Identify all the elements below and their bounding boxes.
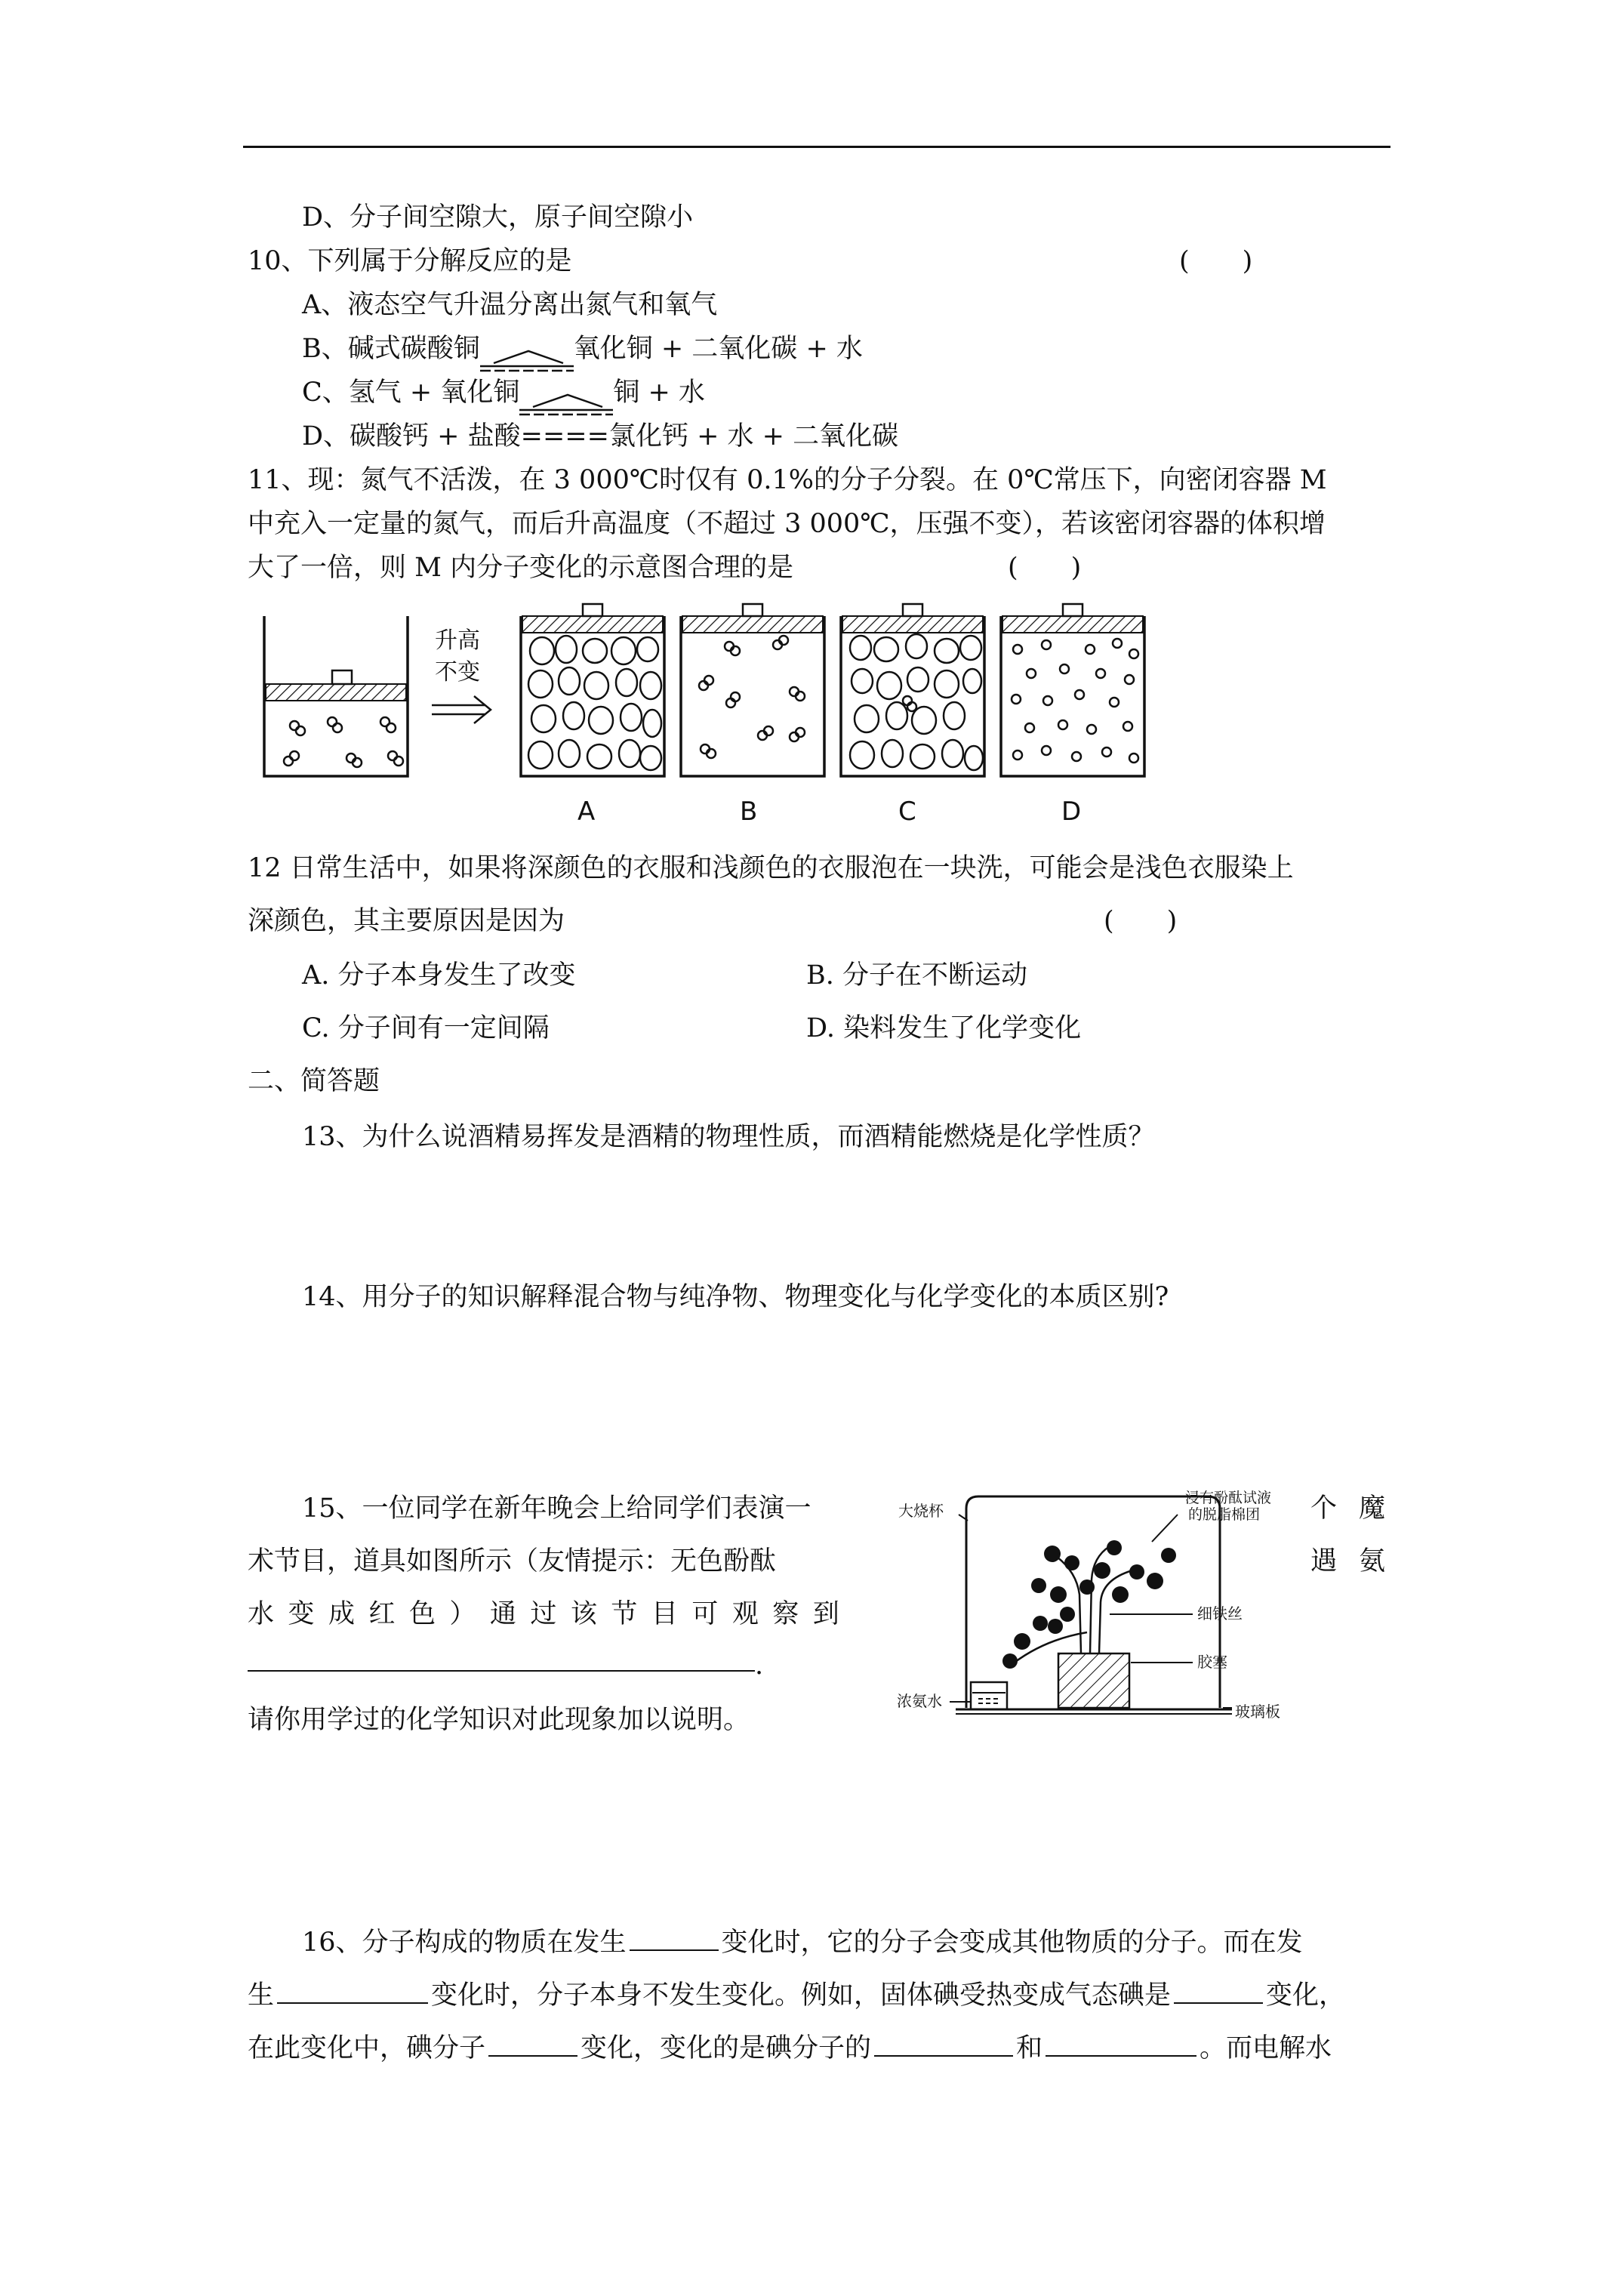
q12-option-d: D. 染料发生了化学变化 [806, 1013, 1082, 1043]
q15-char: 成 [328, 1599, 355, 1629]
q15-label-cotton-1: 浸有酚酞试液 [1185, 1490, 1272, 1506]
q16-blank-3[interactable] [1174, 1975, 1263, 2004]
q12-option-c: C. 分子间有一定间隔 [302, 1013, 550, 1043]
q10-stem: 10、下列属于分解反应的是 [248, 246, 572, 276]
q12-answer-paren: ( ) [1104, 906, 1178, 936]
q15-line-1: 15、一位同学在新年晚会上给同学们表演一 [302, 1493, 812, 1524]
q15-line-1-end-a: 个 [1310, 1493, 1338, 1524]
q11-answer-paren: ( ) [1008, 553, 1082, 583]
q15-line-5: 请你用学过的化学知识对此现象加以说明。 [248, 1705, 750, 1735]
q12-line-1: 12 日常生活中，如果将深颜色的衣服和浅颜色的衣服泡在一块洗，可能会是浅色衣服染上 [248, 853, 1294, 883]
q10-answer-paren: ( ) [1179, 246, 1253, 276]
q15-char: 观 [731, 1599, 759, 1629]
q16-text: 变化时，分子本身不发生变化。例如，固体碘受热变成气态碘是 [431, 1980, 1172, 2011]
q15-label-wire: 细铁丝 [1197, 1604, 1243, 1623]
q15-char: 目 [651, 1599, 678, 1629]
q15-char: 节 [611, 1599, 638, 1629]
q10-option-d: D、碳酸钙 + 盐酸====氯化钙 + 水 + 二氧化碳 [302, 421, 899, 451]
q16-text: 。而电解水 [1200, 2033, 1332, 2063]
q11-option-c-container [841, 604, 984, 827]
q15-answer-blank[interactable] [248, 1670, 755, 1672]
q13-question: 13、为什么说酒精易挥发是酒精的物理性质，而酒精能燃烧是化学性质？ [302, 1122, 1155, 1152]
q10-option-b [302, 332, 863, 365]
q9-option-d: D、分子间空隙大，原子间空隙小 [302, 202, 694, 233]
q16-line-1 [302, 1922, 1303, 1959]
q16-blank-4[interactable] [488, 2028, 577, 2057]
q11-line-3: 大了一倍，则 M 内分子变化的示意图合理的是 [248, 553, 794, 583]
q16-blank-5[interactable] [874, 2028, 1013, 2057]
section-heading: 二、简答题 [248, 1066, 380, 1096]
q15-char: 色 [408, 1599, 436, 1629]
q11-option-a-container [521, 604, 664, 827]
q11-label-b: B [740, 797, 758, 827]
q15-char: 过 [530, 1599, 557, 1629]
q15-char: ） [449, 1599, 476, 1629]
q15-line-1-end-b: 魔 [1359, 1493, 1386, 1524]
q16-blank-1[interactable] [630, 1922, 719, 1951]
q15-char: 可 [691, 1599, 719, 1629]
q11-arrow-label-1: 升高 [435, 627, 480, 654]
q11-initial-container [264, 616, 408, 776]
q15-char: 到 [812, 1599, 839, 1629]
q15-blank-period: . [755, 1650, 764, 1681]
q11-line-1: 11、现：氮气不活泼，在 3 000℃时仅有 0.1%的分子分裂。在 0℃常压下，向密闭容器 M [248, 465, 1327, 495]
q11-label-c: C [898, 797, 916, 827]
q12-option-b: B. 分子在不断运动 [806, 960, 1027, 991]
q10-option-b-products: 氧化铜 + 二氧化碳 + 水 [573, 334, 863, 364]
q15-line-2: 术节目，道具如图所示（友情提示：无色酚酞 [248, 1546, 777, 1576]
q16-text: 变化，变化的是碘分子的 [581, 2033, 872, 2063]
q15-apparatus-figure [861, 1481, 1298, 1738]
q12-option-a: A. 分子本身发生了改变 [302, 960, 576, 991]
q11-arrow [432, 627, 491, 723]
q15-label-cotton-2: 的脱脂棉团 [1188, 1506, 1261, 1523]
q15-line-2-end-a: 遇 [1310, 1546, 1338, 1576]
q15-label-beaker: 大烧杯 [898, 1502, 944, 1520]
q10-option-c-reactants: C、氢气 + 氧化铜 [302, 378, 520, 408]
q10-option-a: A、液态空气升温分离出氮气和氧气 [302, 290, 718, 320]
q11-molecule-figure [257, 601, 1193, 827]
q11-line-2: 中充入一定量的氮气，而后升高温度（不超过 3 000℃，压强不变），若该密闭容器的体积增 [248, 509, 1326, 539]
q16-line-2 [248, 1975, 1345, 2012]
q11-arrow-label-2: 不变 [435, 659, 480, 686]
q15-char: 变 [288, 1599, 315, 1629]
q16-text: 生 [248, 1980, 275, 2011]
q15-label-glass: 玻璃板 [1235, 1703, 1280, 1721]
q16-text: 变化， [1266, 1980, 1346, 2011]
q10-option-c-products: 铜 + 水 [613, 378, 705, 408]
q16-blank-2[interactable] [277, 1975, 428, 2004]
q16-line-3 [248, 2028, 1332, 2065]
q15-line-2-end-b: 氨 [1359, 1546, 1386, 1576]
q16-text: 16、分子构成的物质在发生 [302, 1928, 627, 1958]
q12-line-2: 深颜色，其主要原因是因为 [248, 906, 565, 936]
q10-option-b-reactant: B、碱式碳酸铜 [302, 334, 480, 364]
q16-blank-6[interactable] [1046, 2028, 1196, 2057]
q15-char: 察 [772, 1599, 799, 1629]
q11-option-b-container [681, 604, 824, 827]
q11-label-a: A [577, 797, 596, 827]
q15-label-ammonia: 浓氨水 [897, 1692, 942, 1710]
q11-label-d: D [1061, 797, 1082, 827]
q10-option-c [302, 376, 705, 409]
q16-text: 和 [1016, 2033, 1043, 2063]
q15-char: 水 [248, 1599, 275, 1629]
q16-text: 在此变化中，碘分子 [248, 2033, 486, 2063]
header-rule [243, 146, 1390, 148]
q14-question: 14、用分子的知识解释混合物与纯净物、物理变化与化学变化的本质区别? [302, 1282, 1169, 1312]
q15-char: 红 [368, 1599, 396, 1629]
q16-text: 变化时，它的分子会变成其他物质的分子。而在发 [721, 1928, 1303, 1958]
q11-option-d-container [1001, 604, 1144, 827]
q15-char: 通 [489, 1599, 516, 1629]
q15-label-plug: 胶塞 [1197, 1653, 1227, 1671]
q15-line-3 [248, 1598, 839, 1631]
q15-char: 该 [570, 1599, 597, 1629]
